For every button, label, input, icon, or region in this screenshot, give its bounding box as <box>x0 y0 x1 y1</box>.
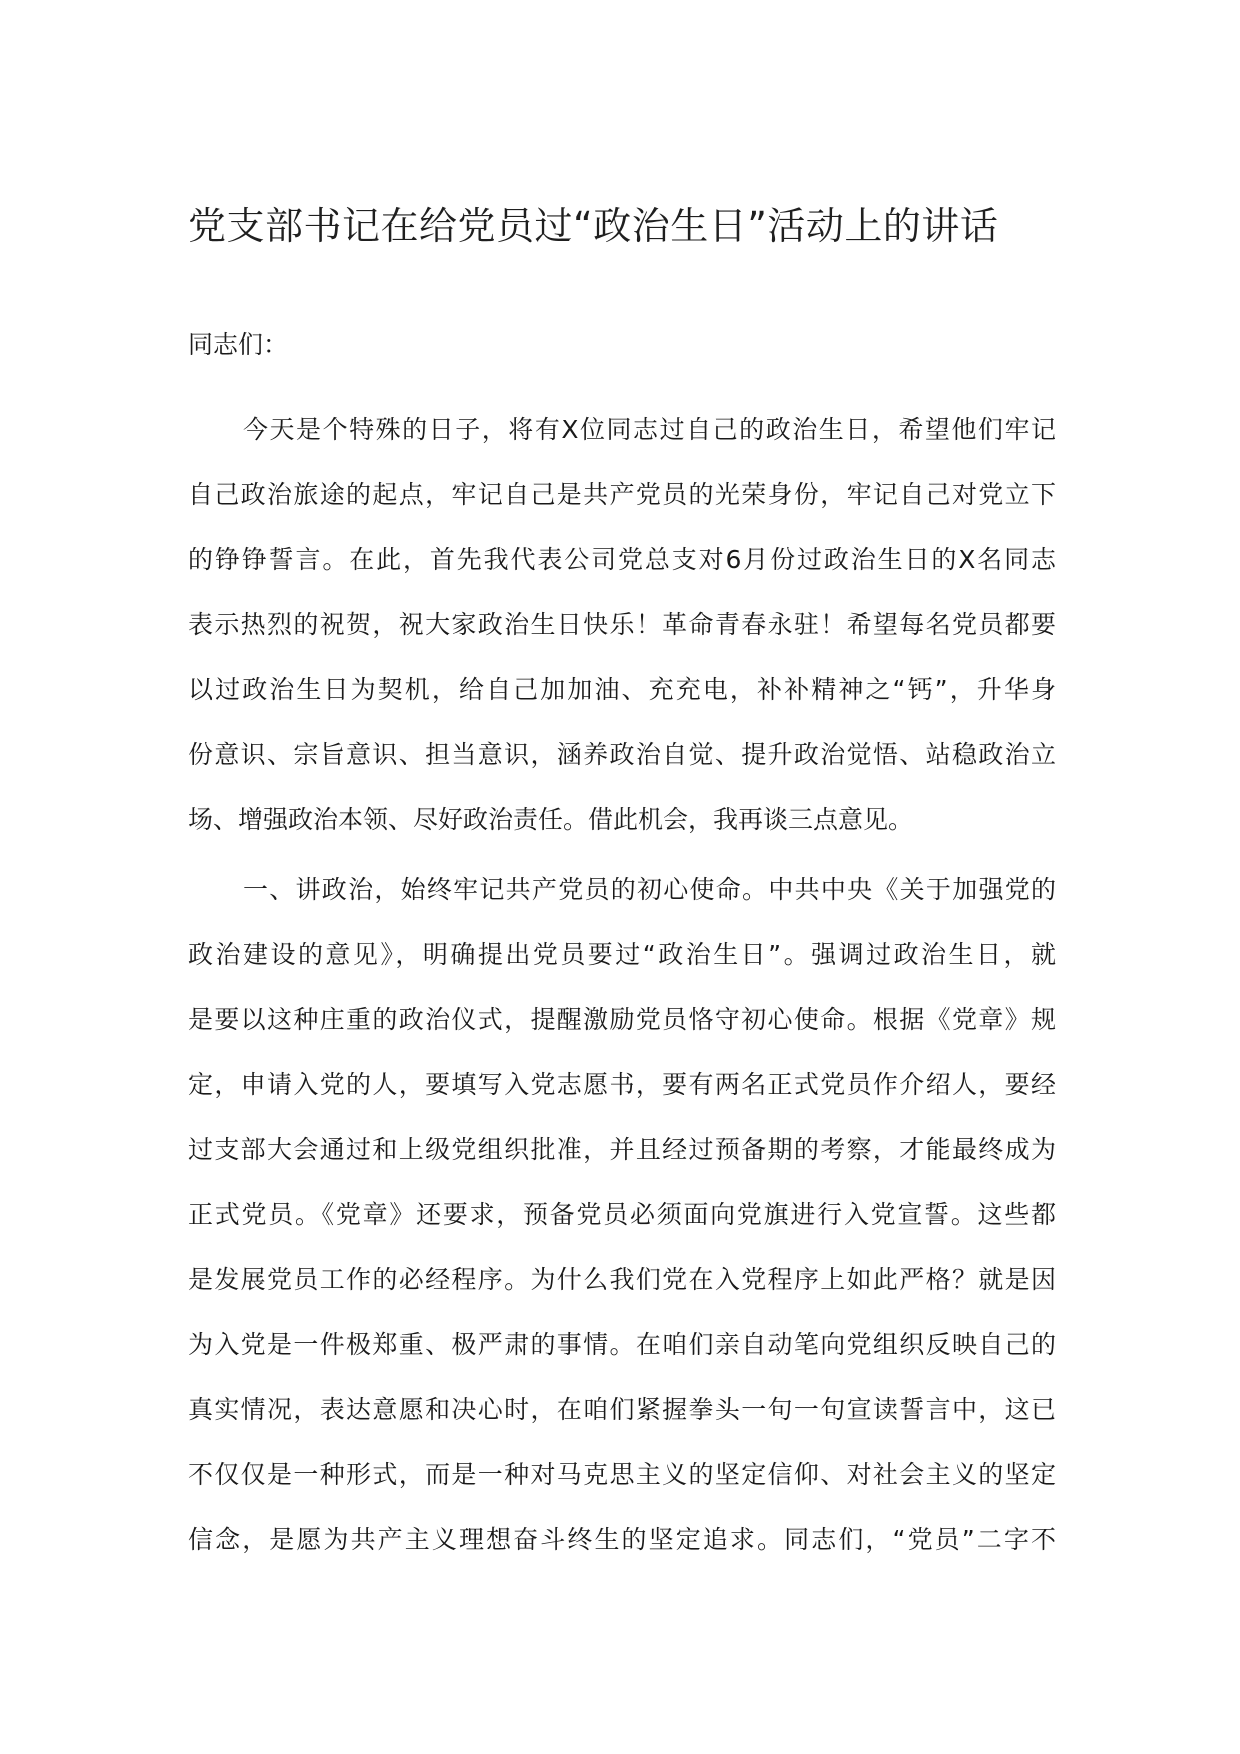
paragraph-line: 正式党员。《党章》还要求，预备党员必须面向党旗进行入党宣誓。这些都 <box>188 1200 1056 1229</box>
paragraph-line: 以过政治生日为契机，给自己加加油、充充电，补补精神之“钙”，升华身 <box>188 675 1056 704</box>
salutation: 同志们： <box>188 330 289 359</box>
paragraph-line: 场、增强政治本领、尽好政治责任。借此机会，我再谈三点意见。 <box>188 805 914 834</box>
paragraph-line: 的铮铮誓言。在此，首先我代表公司党总支对6月份过政治生日的X名同志 <box>188 545 1056 574</box>
paragraph-line: 是发展党员工作的必经程序。为什么我们党在入党程序上如此严格？就是因 <box>188 1265 1056 1294</box>
paragraph-line: 定，申请入党的人，要填写入党志愿书，要有两名正式党员作介绍人，要经 <box>188 1070 1056 1099</box>
paragraph-line: 不仅仅是一种形式，而是一种对马克思主义的坚定信仰、对社会主义的坚定 <box>188 1460 1056 1489</box>
paragraph-line: 是要以这种庄重的政治仪式，提醒激励党员恪守初心使命。根据《党章》规 <box>188 1005 1056 1034</box>
paragraph-line: 一、讲政治，始终牢记共产党员的初心使命。中共中央《关于加强党的 <box>243 875 1056 904</box>
paragraph-line: 为入党是一件极郑重、极严肃的事情。在咱们亲自动笔向党组织反映自己的 <box>188 1330 1056 1359</box>
paragraph-line: 自己政治旅途的起点，牢记自己是共产党员的光荣身份，牢记自己对党立下 <box>188 480 1056 509</box>
paragraph-line: 今天是个特殊的日子，将有X位同志过自己的政治生日，希望他们牢记 <box>243 415 1056 444</box>
document-title: 党支部书记在给党员过“政治生日”活动上的讲话 <box>188 204 999 248</box>
paragraph-line: 份意识、宗旨意识、担当意识，涵养政治自觉、提升政治觉悟、站稳政治立 <box>188 740 1056 769</box>
paragraph-line: 真实情况，表达意愿和决心时，在咱们紧握拳头一句一句宣读誓言中，这已 <box>188 1395 1056 1424</box>
paragraph-line: 信念，是愿为共产主义理想奋斗终生的坚定追求。同志们，“党员”二字不 <box>188 1525 1056 1554</box>
paragraph-line: 表示热烈的祝贺，祝大家政治生日快乐！革命青春永驻！希望每名党员都要 <box>188 610 1056 639</box>
paragraph-line: 政治建设的意见》，明确提出党员要过“政治生日”。强调过政治生日，就 <box>188 940 1056 969</box>
paragraph-line: 过支部大会通过和上级党组织批准，并且经过预备期的考察，才能最终成为 <box>188 1135 1056 1164</box>
